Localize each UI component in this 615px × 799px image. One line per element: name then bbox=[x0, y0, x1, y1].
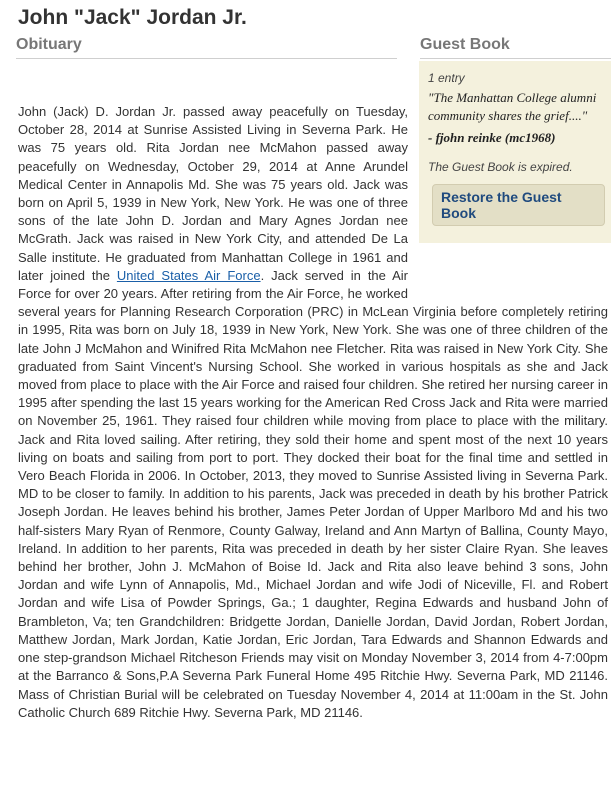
obituary-text bbox=[18, 103, 608, 722]
obituary-text-part-2: . Jack served in the Air Force for over 20 years. After retiring from the Air Force, he worked several years for Planning Research Corporation (PRC) in McLean Virginia before completely retiring in 1995, Rita was born on July 18, 1939 in New York, New York. She was one of three children of the late John J McMahon and Winifred Rita McMahon nee Fletcher. Rita was raised in New York City. She graduated from Saint Vincent's Nursing School. She worked in various hospitals as she and Jack moved from place to place with the Air Force and raised four children. She retired her nursing career in 1995 after spending the last 15 years working for the American Red Cross Jack and Rita were married on November 25, 1961. They raised four children while moving from place to place with the military. Jack and Rita loved sailing. After retiring, they sold their home and spent most of the next 10 years living on boats and sailing from port to port. They docked their boat for the final time and settled in Vero Beach Florida in 2006. In October, 2013, they moved to Sunrise Assisted living in Severna Park. MD to be closer to family. In addition to his parents, Jack was preceded in death by his brother Patrick Joseph Jordan. He leaves behind his brother, James Peter Jordan of Upper Marlboro Md and his two half-sisters Mary Ryan of Renmore, County Galway, Ireland and Ann Martyn of Ballina, County Mayo, Ireland. In addition to her parents, Rita was preceded in death by her sister Claire Ryan. She leaves behind her brother, John J. McMahon of Boise Id. Jack and Rita also leave behind 3 sons, John Jordan and wife Lynn of Annapolis, Md., Michael Jordan and wife Jodi of Niceville, Fl. and Robert Jordan and wife Lisa of Powder Springs, Ga.; 1 daughter, Regina Edwards and husband John of Brambleton, Va; ten Grandchildren: Bridgette Jordan, Danielle Jordan, David Jordan, Robert Jordan, Matthew Jordan, Mark Jordan, Katie Jordan, Eric Jordan, Tara Edwards and Shannon Edwards and one step-grandson Michael Ritcheson Friends may visit on Monday November 3, 2014 from 4-7:00pm at the Barranco & Sons,P.A Severna Park Funeral Home 495 Ritchie Hwy. Severna Park, MD 21146. Mass of Christian Burial will be celebrated on Tuesday November 4, 2014 at 11:00am in the St. John Catholic Church 689 Ritchie Hwy. Severna Park, MD 21146. bbox=[18, 267, 608, 720]
guest-book-float-spacer bbox=[408, 103, 608, 293]
obituary-text-part-1: John (Jack) D. Jordan Jr. passed away peacefully on Tuesday, October 28, 2014 at Sunrise Assisted Living in Severna Park. He was 75 years old. Rita Jordan nee McMahon passed away peacefully on Wednesday, October 29, 2014 at Anne Arundel Medical Center in Annapolis Md. She was 75 years old. Jack was born on April 5, 1939 in New York, New York. He was one of three sons of the late John D. Jordan and Mary Agnes Jordan nee McGrath. Jack was raised in New York City, and attended De La Salle institute. He graduated from Manhattan College in 1961 and later joined the bbox=[18, 104, 408, 283]
obituary-heading: Obituary bbox=[16, 36, 397, 59]
guest-book-entry-author: - fjohn reinke (mc1968) bbox=[428, 130, 556, 145]
guest-book-heading: Guest Book bbox=[420, 36, 611, 59]
guest-book-entry-quote: "The Manhattan College alumni community shares the grief...." bbox=[428, 90, 597, 123]
guest-book-expired-notice: The Guest Book is expired. bbox=[428, 160, 573, 174]
air-force-link[interactable]: United States Air Force bbox=[116, 267, 261, 283]
page-title: John "Jack" Jordan Jr. bbox=[18, 6, 247, 29]
restore-guest-book-button[interactable]: Restore the Guest Book bbox=[432, 184, 605, 226]
guest-book-entry-count: 1 entry bbox=[428, 71, 465, 85]
